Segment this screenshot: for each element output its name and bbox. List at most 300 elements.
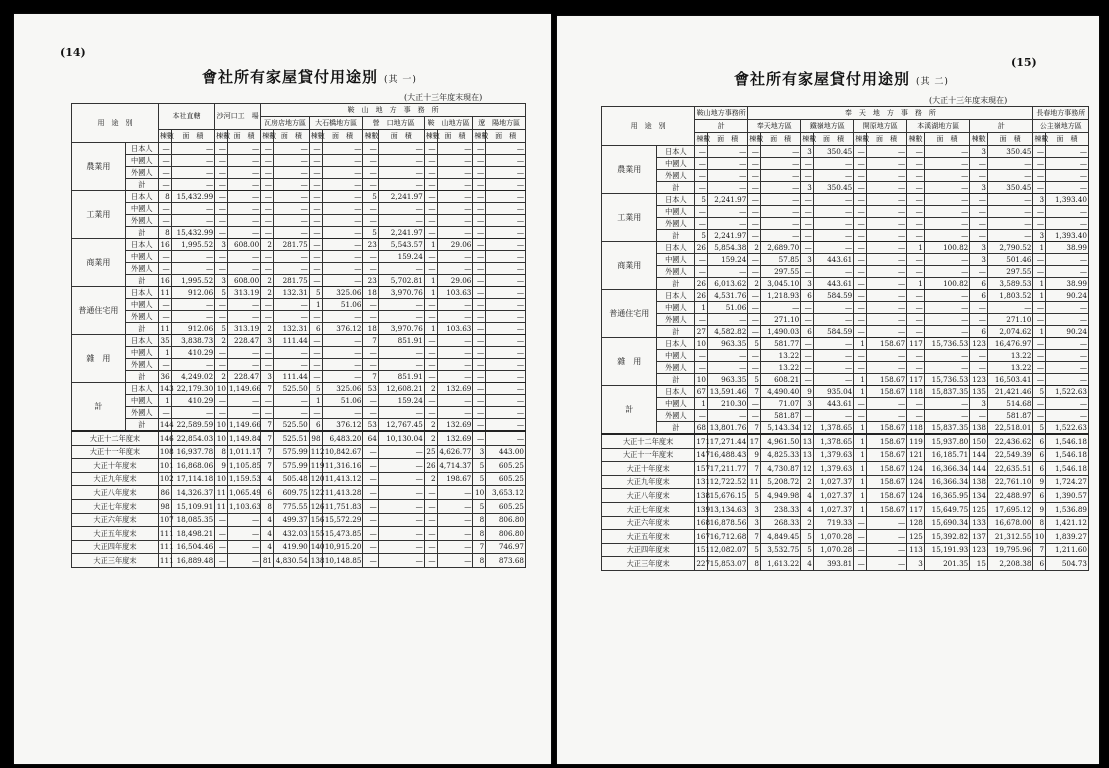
- table-row: [602, 242, 1089, 254]
- table-cell: 325.06: [322, 383, 363, 395]
- table-cell: 2: [215, 371, 228, 383]
- table-cell: —: [924, 146, 969, 158]
- table-cell: 11,751.83: [322, 499, 363, 513]
- year-label: 大正四年度末: [72, 540, 159, 554]
- table-cell: —: [309, 155, 322, 167]
- table-row: [602, 194, 1089, 206]
- table-row: [72, 323, 526, 335]
- section-label: 工業用: [602, 194, 657, 242]
- section-label: 農業用: [72, 143, 126, 191]
- table-cell: —: [437, 527, 473, 541]
- table-cell: —: [866, 170, 906, 182]
- row-label: 日本人: [657, 146, 695, 158]
- row-label: 日本人: [657, 386, 695, 398]
- table-cell: —: [227, 299, 260, 311]
- table-cell: —: [261, 359, 274, 371]
- table-cell: —: [695, 170, 708, 182]
- table-cell: —: [866, 194, 906, 206]
- date-note: (大正十三年度末現在): [929, 96, 1008, 105]
- table-cell: 38.99: [1046, 278, 1089, 290]
- table-cell: —: [437, 179, 473, 191]
- table-cell: 15,109.91: [171, 499, 214, 513]
- table-cell: 18: [363, 323, 378, 335]
- table-cell: —: [866, 290, 906, 302]
- table-cell: 151: [695, 543, 708, 557]
- page-title: [202, 66, 417, 87]
- row-label: 計: [125, 371, 158, 383]
- table-cell: —: [987, 206, 1033, 218]
- table-cell: —: [907, 194, 925, 206]
- table-cell: 3: [1033, 230, 1046, 242]
- table-cell: —: [273, 263, 309, 275]
- table-cell: 4,849.45: [760, 530, 800, 544]
- table-cell: —: [424, 554, 437, 568]
- table-cell: —: [854, 290, 867, 302]
- table-row: [72, 251, 526, 263]
- table-cell: 15,432.99: [171, 191, 214, 203]
- table-cell: —: [273, 155, 309, 167]
- table-cell: —: [748, 326, 761, 338]
- table-cell: 11: [215, 486, 228, 500]
- table-cell: —: [363, 499, 378, 513]
- table-cell: —: [227, 263, 260, 275]
- group-header: 本社直轄: [158, 104, 214, 130]
- table-cell: —: [322, 143, 363, 155]
- table-cell: 6,013.62: [707, 278, 747, 290]
- table-cell: 122: [309, 486, 322, 500]
- table-cell: —: [907, 398, 925, 410]
- table-cell: —: [158, 359, 171, 371]
- page-number: (14): [60, 46, 86, 59]
- table-cell: 2,241.97: [378, 227, 424, 239]
- table-cell: —: [437, 155, 473, 167]
- table-cell: —: [473, 179, 486, 191]
- group-header: 奉 天 地 方 事 務 所: [748, 107, 1033, 120]
- table-cell: —: [760, 158, 800, 170]
- table-cell: 419.90: [273, 540, 309, 554]
- table-cell: 158.67: [866, 448, 906, 462]
- table-cell: —: [227, 513, 260, 527]
- table-cell: —: [987, 170, 1033, 182]
- table-cell: 7: [748, 462, 761, 476]
- table-cell: 5: [363, 191, 378, 203]
- table-cell: —: [378, 445, 424, 459]
- table-cell: —: [424, 311, 437, 323]
- table-cell: —: [695, 314, 708, 326]
- table-cell: —: [227, 527, 260, 541]
- table-cell: —: [158, 155, 171, 167]
- table-cell: 158.67: [866, 338, 906, 350]
- table-cell: —: [987, 158, 1033, 170]
- table-cell: —: [707, 182, 747, 194]
- table-cell: 16,185.71: [924, 448, 969, 462]
- table-row: [602, 374, 1089, 386]
- table-cell: 3: [261, 371, 274, 383]
- table-cell: 121: [907, 448, 925, 462]
- table-cell: 18,498.21: [171, 527, 214, 541]
- table-cell: 4,531.76: [707, 290, 747, 302]
- table-cell: 608.00: [227, 239, 260, 251]
- table-cell: 124: [907, 489, 925, 503]
- table-cell: 4,830.54: [273, 554, 309, 568]
- table-row: [72, 419, 526, 432]
- table-cell: 1: [854, 448, 867, 462]
- table-cell: —: [924, 302, 969, 314]
- table-cell: 1: [854, 475, 867, 489]
- table-cell: 117: [907, 338, 925, 350]
- table-cell: 16,678.00: [987, 516, 1033, 530]
- table-cell: —: [378, 527, 424, 541]
- subgroup-header: 鞍 山地方區: [424, 117, 473, 130]
- table-cell: 22,488.97: [987, 489, 1033, 503]
- table-cell: 13.22: [987, 362, 1033, 374]
- table-cell: 23: [363, 275, 378, 287]
- table-cell: —: [309, 371, 322, 383]
- table-cell: —: [707, 410, 747, 422]
- table-cell: 143: [159, 383, 174, 393]
- table-row: [72, 335, 526, 347]
- row-label: 外國人: [657, 362, 695, 374]
- table-cell: —: [813, 314, 853, 326]
- table-cell: —: [363, 472, 378, 486]
- table-cell: 8: [473, 527, 486, 541]
- table-cell: 3: [748, 516, 761, 530]
- table-cell: 16: [158, 239, 171, 251]
- table-cell: 581.87: [760, 410, 800, 422]
- table-cell: 15,736.53: [924, 374, 969, 386]
- table-cell: 138: [970, 475, 988, 489]
- table-cell: —: [378, 203, 424, 215]
- table-cell: —: [813, 170, 853, 182]
- area-header: 面 積: [227, 130, 260, 143]
- table-cell: —: [227, 179, 260, 191]
- table-cell: 158.67: [866, 434, 906, 448]
- table-cell: —: [158, 143, 171, 155]
- table-cell: 12,608.21: [378, 383, 424, 395]
- table-cell: 501.46: [987, 254, 1033, 266]
- table-cell: 4,714.37: [437, 459, 473, 473]
- table-cell: —: [854, 350, 867, 362]
- table-cell: 10: [1033, 530, 1046, 544]
- table-cell: —: [695, 146, 708, 158]
- table-cell: 210.30: [707, 398, 747, 410]
- table-cell: 1,995.52: [171, 239, 214, 251]
- table-cell: —: [748, 290, 761, 302]
- table-cell: 1: [695, 302, 708, 314]
- section-label: 普通住宅用: [72, 287, 126, 335]
- table-cell: 11,413.28: [322, 486, 363, 500]
- table-row: [72, 203, 526, 215]
- table-cell: —: [378, 311, 424, 323]
- table-cell: 1,421.12: [1046, 516, 1089, 530]
- table-cell: 281.75: [273, 239, 309, 251]
- table-cell: —: [813, 350, 853, 362]
- count-header: 棟數: [748, 133, 761, 146]
- table-cell: 159.24: [378, 395, 424, 407]
- year-row: [72, 527, 526, 541]
- table-cell: —: [158, 251, 171, 263]
- table-cell: —: [378, 179, 424, 191]
- row-label: 日本人: [125, 383, 158, 395]
- table-cell: —: [707, 146, 747, 158]
- table-row: [72, 239, 526, 251]
- table-cell: 27: [696, 326, 706, 336]
- table-cell: —: [707, 266, 747, 278]
- table-cell: —: [378, 167, 424, 179]
- table-cell: —: [322, 347, 363, 359]
- table-cell: 22,436.62: [987, 434, 1033, 448]
- table-cell: —: [437, 499, 473, 513]
- table-cell: —: [473, 431, 486, 445]
- table-cell: —: [924, 314, 969, 326]
- table-cell: 16: [158, 275, 171, 287]
- table-cell: 138: [309, 554, 322, 568]
- table-cell: —: [309, 311, 322, 323]
- table-cell: 505.48: [273, 472, 309, 486]
- table-cell: 140: [309, 540, 322, 554]
- table-cell: —: [970, 230, 988, 242]
- table-cell: —: [1033, 350, 1046, 362]
- year-label: 大正十一年度末: [602, 448, 695, 462]
- table-cell: 4,825.33: [760, 448, 800, 462]
- table-cell: —: [378, 215, 424, 227]
- table-cell: —: [924, 170, 969, 182]
- table-cell: —: [171, 311, 214, 323]
- table-cell: —: [1046, 410, 1089, 422]
- table-cell: 7: [363, 371, 378, 383]
- row-label: 計: [125, 419, 158, 432]
- row-label: 中國人: [657, 158, 695, 170]
- table-cell: —: [907, 230, 925, 242]
- section-label: 農業用: [602, 146, 657, 194]
- table-cell: —: [486, 347, 526, 359]
- table-cell: —: [309, 167, 322, 179]
- table-cell: —: [907, 314, 925, 326]
- table-cell: —: [486, 335, 526, 347]
- year-label: 大正九年度末: [72, 472, 159, 486]
- area-header: 面 積: [273, 130, 309, 143]
- title-suffix: (其 二): [916, 77, 949, 87]
- table-cell: 119: [907, 434, 925, 448]
- table-cell: 13,134.63: [707, 502, 747, 516]
- area-header: 面 積: [437, 130, 473, 143]
- table-cell: 22,854.03: [171, 431, 214, 445]
- table-cell: —: [158, 167, 171, 179]
- table-cell: —: [273, 251, 309, 263]
- table-cell: 5: [309, 287, 322, 299]
- table-cell: —: [437, 143, 473, 155]
- table-cell: —: [227, 191, 260, 203]
- table-cell: 16,503.41: [987, 374, 1033, 386]
- table-cell: 98: [158, 499, 171, 513]
- row-label: 中國人: [125, 395, 158, 407]
- table-cell: 2: [215, 335, 228, 347]
- table-cell: —: [854, 530, 867, 544]
- table-cell: 2: [801, 475, 814, 489]
- table-cell: —: [273, 179, 309, 191]
- table-cell: 6,483.20: [322, 431, 363, 445]
- table-cell: —: [760, 302, 800, 314]
- table-cell: —: [854, 146, 867, 158]
- table-cell: 4,249.02: [171, 371, 214, 383]
- row-label: 中國人: [125, 251, 158, 263]
- table-cell: 15,432.99: [171, 227, 214, 239]
- table-cell: —: [227, 215, 260, 227]
- table-cell: 1,546.18: [1046, 462, 1089, 476]
- table-cell: 6: [970, 278, 988, 290]
- table-cell: —: [378, 347, 424, 359]
- table-cell: 3,653.12: [486, 486, 526, 500]
- table-cell: 29.06: [437, 275, 473, 287]
- table-cell: —: [215, 143, 228, 155]
- table-cell: 102: [158, 472, 171, 486]
- table-cell: —: [866, 206, 906, 218]
- year-label: 大正十二年度末: [72, 431, 159, 445]
- table-cell: —: [695, 158, 708, 170]
- year-row: [72, 431, 526, 445]
- table-cell: 227: [695, 557, 708, 571]
- table-cell: 12,082.07: [707, 543, 747, 557]
- table-cell: 5,854.38: [707, 242, 747, 254]
- table-cell: —: [801, 410, 814, 422]
- table-cell: —: [363, 203, 378, 215]
- table-cell: 9: [801, 386, 814, 398]
- table-cell: 11: [158, 323, 171, 335]
- table-cell: 1,105.85: [227, 459, 260, 473]
- table-row: [602, 338, 1089, 350]
- year-label: 大正六年度末: [72, 513, 159, 527]
- table-cell: 410.29: [171, 347, 214, 359]
- table-cell: —: [158, 299, 171, 311]
- subgroup-header: 計: [970, 120, 1033, 133]
- table-cell: —: [1046, 158, 1089, 170]
- table-cell: 10,148.85: [322, 554, 363, 568]
- table-cell: 15,392.82: [924, 530, 969, 544]
- table-cell: —: [748, 170, 761, 182]
- table-cell: —: [363, 167, 378, 179]
- table-cell: 111: [158, 540, 171, 554]
- table-cell: 133: [970, 516, 988, 530]
- table-cell: —: [309, 275, 322, 287]
- table-cell: 13.22: [987, 350, 1033, 362]
- table-cell: —: [707, 218, 747, 230]
- table-cell: —: [486, 431, 526, 445]
- table-cell: —: [486, 407, 526, 419]
- table-cell: 5: [473, 459, 486, 473]
- table-cell: 2: [424, 472, 437, 486]
- year-label: 大正七年度末: [72, 499, 159, 513]
- table-cell: —: [486, 323, 526, 335]
- table-cell: 1,218.93: [760, 290, 800, 302]
- area-header: 面 積: [924, 133, 969, 146]
- table-cell: 15,837.35: [924, 422, 969, 435]
- row-label: 計: [657, 422, 695, 435]
- table-cell: —: [907, 302, 925, 314]
- table-cell: —: [473, 347, 486, 359]
- table-cell: 297.55: [760, 266, 800, 278]
- table-cell: —: [227, 407, 260, 419]
- table-cell: 124: [907, 475, 925, 489]
- table-cell: —: [437, 513, 473, 527]
- table-cell: —: [801, 362, 814, 374]
- count-header: 棟數: [424, 130, 437, 143]
- table-cell: 7: [363, 335, 378, 347]
- table-cell: —: [363, 540, 378, 554]
- year-row: [602, 543, 1089, 557]
- table-cell: 3: [970, 182, 988, 194]
- table-row: [602, 410, 1089, 422]
- table-cell: —: [1046, 302, 1089, 314]
- table-cell: —: [486, 155, 526, 167]
- table-cell: —: [854, 326, 867, 338]
- table-row: [602, 158, 1089, 170]
- table-cell: —: [1046, 362, 1089, 374]
- table-cell: 1,546.18: [1046, 434, 1089, 448]
- table-cell: —: [363, 155, 378, 167]
- table-cell: 1,803.52: [987, 290, 1033, 302]
- table-cell: 158.67: [866, 462, 906, 476]
- year-label: 大正十年度末: [602, 462, 695, 476]
- table-cell: —: [424, 167, 437, 179]
- table-cell: 5: [801, 543, 814, 557]
- table-cell: —: [854, 170, 867, 182]
- table-cell: —: [424, 513, 437, 527]
- year-label: 大正四年度末: [602, 543, 695, 557]
- table-cell: —: [473, 239, 486, 251]
- table-cell: 15,736.53: [924, 338, 969, 350]
- table-cell: —: [261, 179, 274, 191]
- table-cell: —: [273, 299, 309, 311]
- table-cell: —: [987, 218, 1033, 230]
- table-cell: —: [801, 302, 814, 314]
- table-cell: —: [970, 218, 988, 230]
- table-cell: —: [866, 530, 906, 544]
- table-cell: 3,838.73: [171, 335, 214, 347]
- table-cell: 6: [309, 419, 322, 432]
- table-cell: 118: [907, 422, 925, 435]
- table-cell: —: [171, 359, 214, 371]
- table-cell: —: [363, 486, 378, 500]
- table-cell: —: [987, 302, 1033, 314]
- area-header: 面 積: [760, 133, 800, 146]
- table-cell: —: [378, 472, 424, 486]
- table-cell: 228.47: [227, 335, 260, 347]
- table-cell: —: [309, 347, 322, 359]
- table-cell: 575.99: [273, 459, 309, 473]
- data-table: [601, 106, 1089, 571]
- table-cell: 6: [1033, 557, 1046, 571]
- table-cell: 132.69: [437, 383, 473, 395]
- table-cell: 10,130.04: [378, 431, 424, 445]
- table-cell: —: [924, 266, 969, 278]
- table-cell: 16,365.95: [924, 489, 969, 503]
- table-cell: —: [424, 179, 437, 191]
- table-row: [72, 143, 526, 155]
- table-cell: 16,504.46: [171, 540, 214, 554]
- table-cell: 2: [424, 419, 437, 432]
- table-cell: 29.06: [437, 239, 473, 251]
- table-cell: 158.67: [866, 502, 906, 516]
- table-cell: 3: [970, 146, 988, 158]
- table-cell: 6: [1033, 489, 1046, 503]
- table-cell: —: [171, 155, 214, 167]
- table-cell: —: [695, 182, 708, 194]
- table-cell: —: [473, 359, 486, 371]
- table-cell: —: [473, 311, 486, 323]
- table-row: [602, 254, 1089, 266]
- table-cell: —: [866, 302, 906, 314]
- table-cell: 16,712.68: [707, 530, 747, 544]
